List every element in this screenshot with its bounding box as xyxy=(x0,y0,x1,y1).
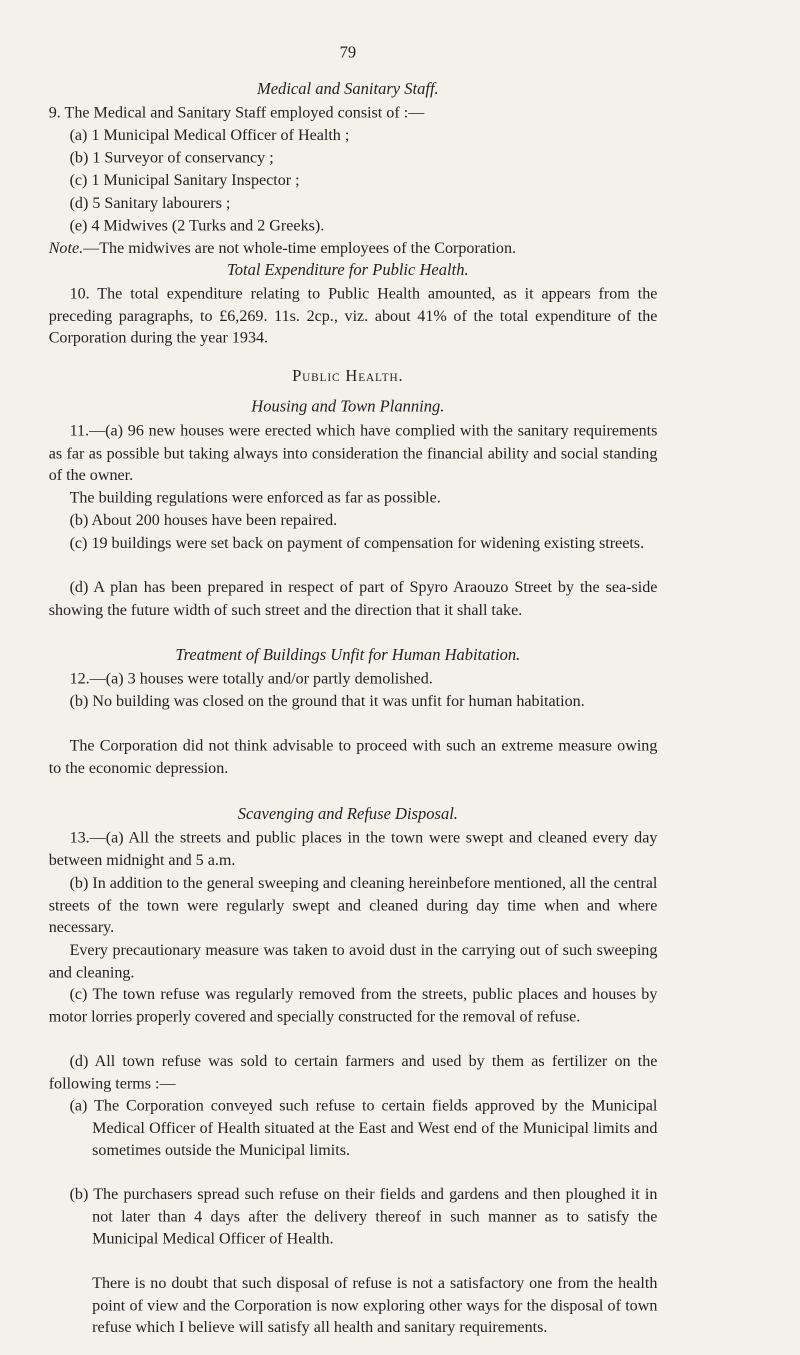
note-text: —The midwives are not whole-time employees of the Corporation. xyxy=(83,239,517,258)
paragraph-11d: (d) A plan has been prepared in respect of part of Spyro Araouzo Street by the sea-side showing the future width of such street and the direction that it shall take. xyxy=(48,579,658,619)
list-item-9c: (c) 1 Municipal Sanitary Inspector ; xyxy=(69,172,300,190)
list-item-9b: (b) 1 Surveyor of conservancy ; xyxy=(69,149,274,167)
heading-unfit-buildings: Treatment of Buildings Unfit for Human Habitation. xyxy=(175,646,521,665)
paragraph-13c: (c) The town refuse was regularly removed from the streets, public places and houses by motor lorries properly covered and specially constructed for the removal of refuse. xyxy=(48,986,658,1026)
paragraph-13d-a: (a) The Corporation conveyed such refuse to certain fields approved by the Municipal Medical Officer of Health situated at the East and West end of the Municipal limits and sometimes outside the Municipal limits. xyxy=(69,1097,658,1160)
paragraph-11b: (b) About 200 houses have been repaired. xyxy=(69,512,338,530)
heading-medical-staff: Medical and Sanitary Staff. xyxy=(256,80,439,99)
paragraph-13d-conclusion: There is no doubt that such disposal of refuse is not a satisfactory one from the health point of view and the Corporation is now exploring other ways for the disposal of town refuse which I believe will satisfy all health and sanitary requirements. xyxy=(92,1274,658,1337)
paragraph-13d: (d) All town refuse was sold to certain farmers and used by them as fertilizer on the following terms :— xyxy=(48,1053,658,1093)
heading-scavenging: Scavenging and Refuse Disposal. xyxy=(237,805,458,824)
paragraph-13a: 13.—(a) All the streets and public places in the town were swept and cleaned every day between midnight and 5 a.m. xyxy=(48,829,658,870)
paragraph-12a: 12.—(a) 3 houses were totally and/or partly demolished. xyxy=(69,670,433,688)
paragraph-11a-regulations: The building regulations were enforced as far as possible. xyxy=(69,489,441,507)
list-item-9e: (e) 4 Midwives (2 Turks and 2 Greeks). xyxy=(69,217,325,235)
note-label: Note. xyxy=(48,239,84,258)
paragraph-12c: The Corporation did not think advisable to proceed with such an extreme measure owing to the economic depression. xyxy=(48,737,658,777)
heading-housing: Housing and Town Planning. xyxy=(251,397,445,416)
heading-public-health: Public Health. xyxy=(292,366,404,386)
paragraph-13b-precaution: Every precautionary measure was taken to avoid dust in the carrying out of such sweeping and cleaning. xyxy=(48,941,658,982)
note-paragraph xyxy=(49,238,658,260)
paragraph-12b: (b) No building was closed on the ground that it was unfit for human habitation. xyxy=(69,693,585,711)
list-item-9a: (a) 1 Municipal Medical Officer of Health ; xyxy=(69,126,350,145)
list-item-9d: (d) 5 Sanitary labourers ; xyxy=(69,194,231,213)
paragraph-10: 10. The total expenditure relating to Public Health amounted, as it appears from the preceding paragraphs, to £6,269. 11s. 2cp., viz. about 41% of the total expenditure of the Corporation during the year 1934. xyxy=(48,285,658,347)
paragraph-11c: (c) 19 buildings were set back on payment of compensation for widening existing streets. xyxy=(69,534,645,553)
heading-total-expenditure: Total Expenditure for Public Health. xyxy=(227,260,469,280)
paragraph-13d-b: (b) The purchasers spread such refuse on their fields and gardens and then ploughed it in not later than 4 days after the delivery thereof in such manner as to satisfy the Municipal Medical Officer of Health. xyxy=(69,1186,658,1248)
paragraph-11a: 11.—(a) 96 new houses were erected which have complied with the sanitary requirements as far as possible but taking always into consideration the financial ability and social standing of the owner. xyxy=(48,422,658,485)
paragraph-13b: (b) In addition to the general sweeping and cleaning hereinbefore mentioned, all the central streets of the town were regularly swept and cleaned during day time when and where necessary. xyxy=(48,874,658,937)
page-number: 79 xyxy=(339,43,357,62)
paragraph-9-intro: 9. The Medical and Sanitary Staff employed consist of :— xyxy=(48,104,425,122)
